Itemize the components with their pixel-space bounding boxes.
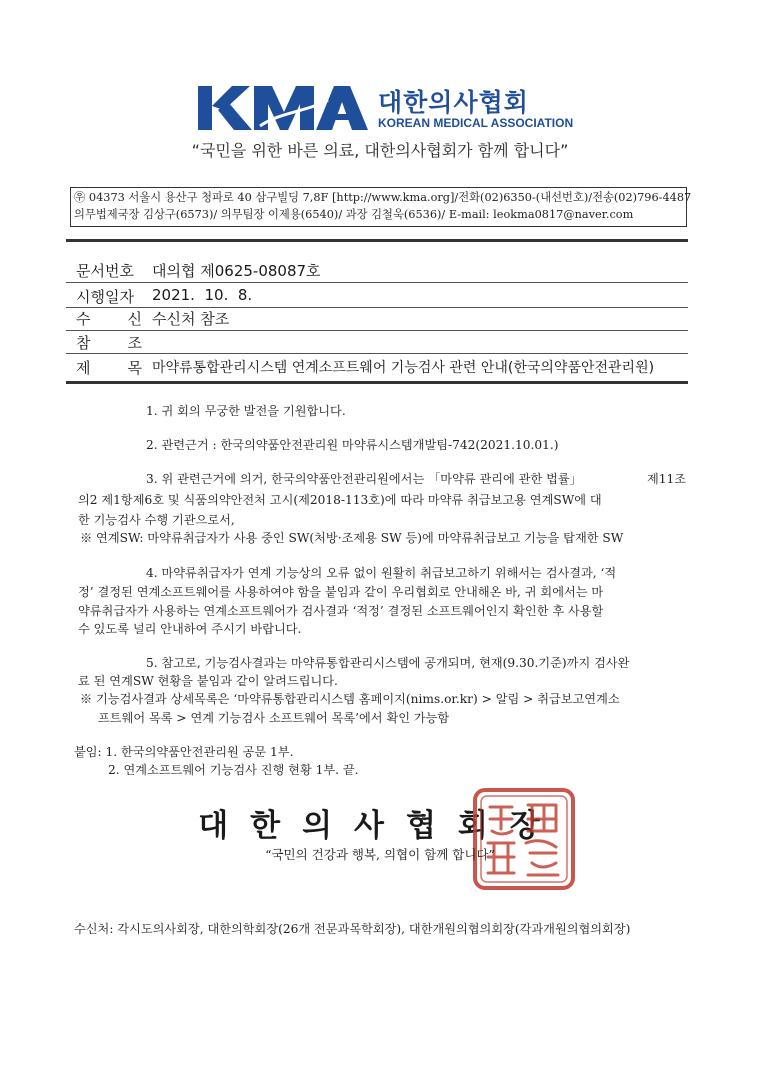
divider [66,330,688,331]
paragraph-5-line-2: 료 된 연계SW 현황을 붙임과 같이 알려드립니다. [78,674,338,688]
doc-number: 대의협 제0625-08087호 [152,262,321,280]
subject-label-char: 목 [127,359,142,377]
divider [66,353,688,354]
header-slogan: “국민을 위한 바른 의료, 대한의사협회가 함께 합니다” [191,141,569,160]
address-line-1: ㉾ 04373 서울시 용산구 청파로 40 삼구빌딩 7,8F [http://www.kma.org]/전화(02)6350-(내선번호)/전송(02)796-4487 [74,191,692,204]
date-label: 시행일자 [76,288,134,306]
paragraph-3-line-2: 의2 제1항제6호 및 식품의약안전처 고시(제2018-113호)에 따라 마약류 취급보고용 연계SW에 대 [78,493,602,507]
issue-date: 2021. 10. 8. [152,286,253,304]
paragraph-2: 2. 관련근거 : 한국의약품안전관리원 마약류시스템개발팀-742(2021.10.01.) [146,438,559,452]
paragraph-4-line-2: 정’ 결정된 연계소프트웨어를 사용하여야 함을 붙임과 같이 우리협회로 안내해온 바, 귀 회에서는 마 [78,585,604,599]
kma-logo-mark [198,86,368,130]
doc-number-label: 문서번호 [76,262,134,280]
reference-label-char: 조 [127,334,142,352]
subject-label-char: 제 [76,359,91,377]
divider [66,381,688,384]
paragraph-3-line-1 [146,471,686,487]
org-name-korean: 대한의사협회 [378,88,529,117]
recipient-label [76,308,142,329]
reference-label-char: 참 [76,334,91,352]
signature-title: 대한의사협회장 [198,808,562,844]
official-seal-icon [472,787,576,891]
recipients-list: 수신처: 각시도의사회장, 대한의학회장(26개 전문과목학회장), 대한개원의협의회장(각과개원의협의회장) [74,922,631,936]
org-logo [198,86,573,130]
subject: 마약류통합관리시스템 연계소프트웨어 기능검사 관련 안내(한국의약품안전관리원) [152,360,655,376]
address-line-2: 의무법제국장 김상구(6573)/ 의무팀장 이제용(6540)/ 과장 김철욱(6536)/ E-mail: leokma0817@naver.com [74,208,634,221]
paragraph-4-line-1: 4. 마약류취급자가 연계 기능상의 오류 없이 원활히 취급보고하기 위해서는 검사결과, ‘적 [146,566,617,580]
paragraph-5-note-line-1: ※ 기능검사결과 상세목록은 ‘마약류통합관리시스템 홈페이지(nims.or.kr) > 알림 > 취급보고연계소 [80,692,620,706]
paragraph-3-line-1-end: 제11조 [646,472,686,486]
attachment-1: 붙임: 1. 한국의약품안전관리원 공문 1부. [74,745,294,759]
paragraph-4-line-3: 약류취급자가 사용하는 연계소프트웨어가 검사결과 ‘적정’ 결정된 소프트웨어인지 확인한 후 사용할 [78,604,604,618]
paragraph-3-line-1-text: 3. 위 관련근거에 의거, 한국의약품안전관리원에서는 「마약류 관리에 관한 법률」 [146,472,582,486]
paragraph-5-note-line-2: 프트웨어 목록 > 연계 기능검사 소프트웨어 목록’에서 확인 가능함 [98,711,450,725]
recipient: 수신처 참조 [152,310,230,328]
paragraph-4-line-4: 수 있도록 널리 안내하여 주시기 바랍니다. [78,622,302,636]
paragraph-5-line-1: 5. 참고로, 기능검사결과는 마약류통합관리시스템에 공개되며, 현재(9.30.기준)까지 검사완 [146,656,630,670]
divider [66,239,688,242]
paragraph-3-note: ※ 연계SW: 마약류취급자가 사용 중인 SW(처방·조제용 SW 등)에 마약류취급보고 기능을 탑재한 SW [80,531,624,545]
paragraph-1: 1. 귀 회의 무궁한 발전을 기원합니다. [146,404,346,418]
attachment-2: 2. 연계소프트웨어 기능검사 진행 현황 1부. 끝. [108,763,359,777]
divider [66,282,688,283]
reference-label [76,332,142,353]
recipient-label-char: 신 [127,310,142,328]
subject-label [76,357,142,378]
org-name-english: KOREAN MEDICAL ASSOCIATION [378,116,574,130]
signature-slogan: “국민의 건강과 행복, 의협이 함께 합니다” [265,847,495,862]
recipient-label-char: 수 [76,310,91,328]
paragraph-3-line-3: 한 기능검사 수행 기관으로서, [78,513,235,527]
